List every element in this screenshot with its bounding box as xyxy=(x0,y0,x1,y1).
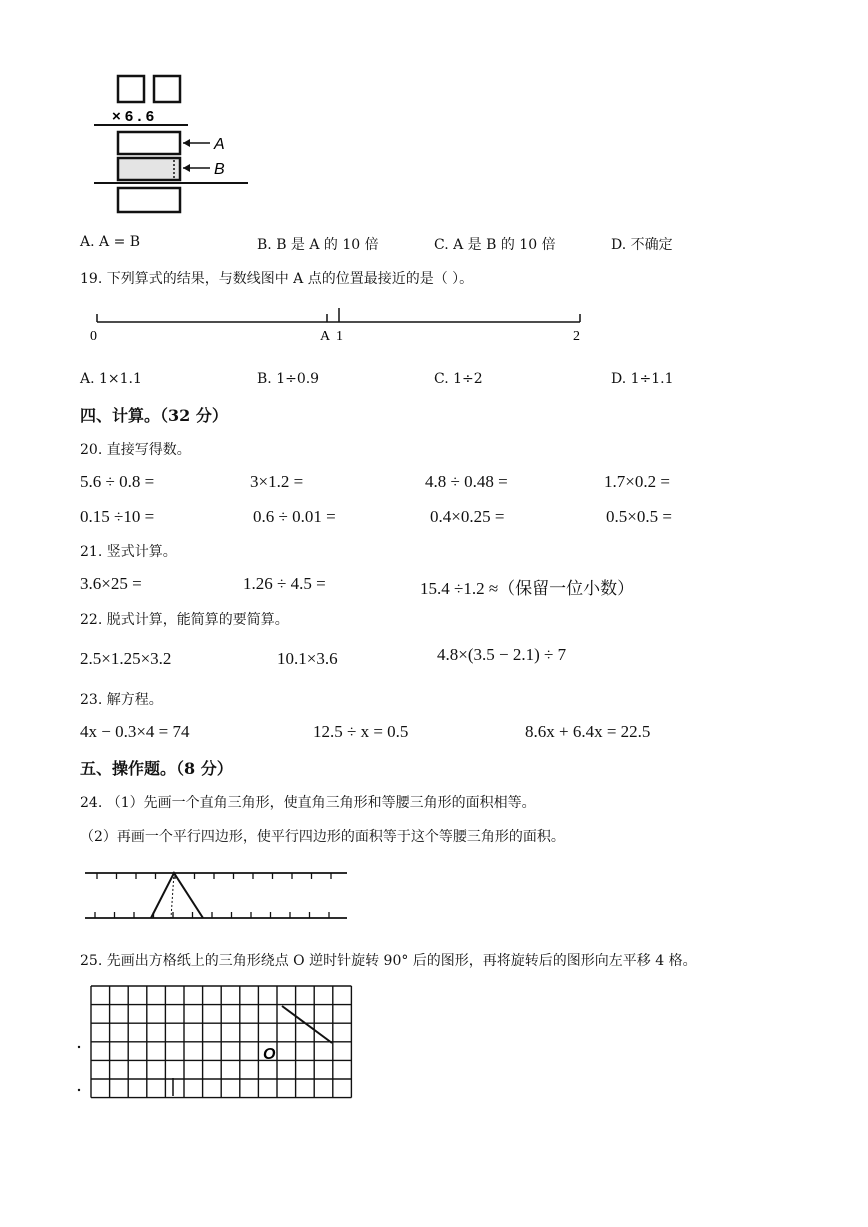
q22-item: 4.8×(3.5 − 2.1) ÷ 7 xyxy=(437,645,567,664)
tick-0: 0 xyxy=(90,329,97,344)
q19-option-b: B. 1÷0.9 xyxy=(257,371,320,387)
q20-item: 0.15 ÷10 = xyxy=(80,507,155,526)
q19-option-c: C. 1÷2 xyxy=(434,371,483,387)
partial-product-b xyxy=(118,158,180,180)
q21-stem: 21. 竖式计算。 xyxy=(80,544,177,560)
square-grid xyxy=(75,980,365,1110)
q22-stem: 22. 脱式计算，能简算的要简算。 xyxy=(80,612,289,628)
multiplication-diagram xyxy=(88,70,248,220)
q24-line-1: 24. （1）先画一个直角三角形，使直角三角形和等腰三角形的面积相等。 xyxy=(80,795,536,811)
q20-item: 0.5×0.5 = xyxy=(606,507,672,526)
q18-option-b: B. B 是 A 的 10 倍 xyxy=(257,237,379,253)
number-line xyxy=(80,305,600,345)
q23-item: 4x − 0.3×4 = 74 xyxy=(80,722,190,741)
q23-item: 8.6x + 6.4x = 22.5 xyxy=(525,722,651,741)
q21-item: 15.4 ÷1.2 ≈（保留一位小数） xyxy=(420,579,635,598)
tick-1: 1 xyxy=(336,329,343,344)
q19-stem: 19. 下列算式的结果，与数线图中 A 点的位置最接近的是（ ）。 xyxy=(80,271,474,287)
point-o-label: O xyxy=(263,1046,276,1063)
q23-item: 12.5 ÷ x = 0.5 xyxy=(313,722,409,741)
section-4-title: 四、计算。（32 分） xyxy=(80,406,228,425)
q19-option-a: A. 1×1.1 xyxy=(80,371,142,387)
q24-line-2: （2）再画一个平行四边形，使平行四边形的面积等于这个等腰三角形的面积。 xyxy=(80,829,565,845)
partial-product-a xyxy=(118,132,180,154)
digit-box-1 xyxy=(118,76,144,102)
q21-item: 1.26 ÷ 4.5 = xyxy=(243,574,326,593)
label-b: B xyxy=(214,161,225,178)
q21-item: 3.6×25 = xyxy=(80,574,142,593)
q18-option-a: A. A = B xyxy=(80,234,141,250)
q20-item: 3×1.2 = xyxy=(250,472,304,491)
q20-item: 1.7×0.2 = xyxy=(604,472,670,491)
q20-item: 0.4×0.25 = xyxy=(430,507,505,526)
parallel-lines-triangle-figure xyxy=(85,865,355,930)
q23-stem: 23. 解方程。 xyxy=(80,692,163,708)
tick-2: 2 xyxy=(573,329,580,344)
q18-option-d: D. 不确定 xyxy=(611,237,673,253)
label-a: A xyxy=(214,136,225,153)
section-5-title: 五、操作题。（8 分） xyxy=(80,759,233,778)
triangle-segment xyxy=(282,1006,332,1043)
digit-box-2 xyxy=(154,76,180,102)
q19-option-d: D. 1÷1.1 xyxy=(611,371,674,387)
q22-item: 10.1×3.6 xyxy=(277,649,338,668)
q22-item: 2.5×1.25×3.2 xyxy=(80,649,172,668)
q20-item: 0.6 ÷ 0.01 = xyxy=(253,507,336,526)
q20-item: 5.6 ÷ 0.8 = xyxy=(80,472,155,491)
q20-stem: 20. 直接写得数。 xyxy=(80,442,191,458)
q25-stem: 25. 先画出方格纸上的三角形绕点 O 逆时针旋转 90° 后的图形，再将旋转后的图形向左平移 4 格。 xyxy=(80,953,697,969)
tick-a: A xyxy=(320,329,331,344)
isosceles-triangle xyxy=(151,873,203,918)
multiplier-text: × 6 . 6 xyxy=(112,108,155,125)
q18-option-c: C. A 是 B 的 10 倍 xyxy=(434,237,556,253)
product-box xyxy=(118,188,180,212)
q20-item: 4.8 ÷ 0.48 = xyxy=(425,472,508,491)
